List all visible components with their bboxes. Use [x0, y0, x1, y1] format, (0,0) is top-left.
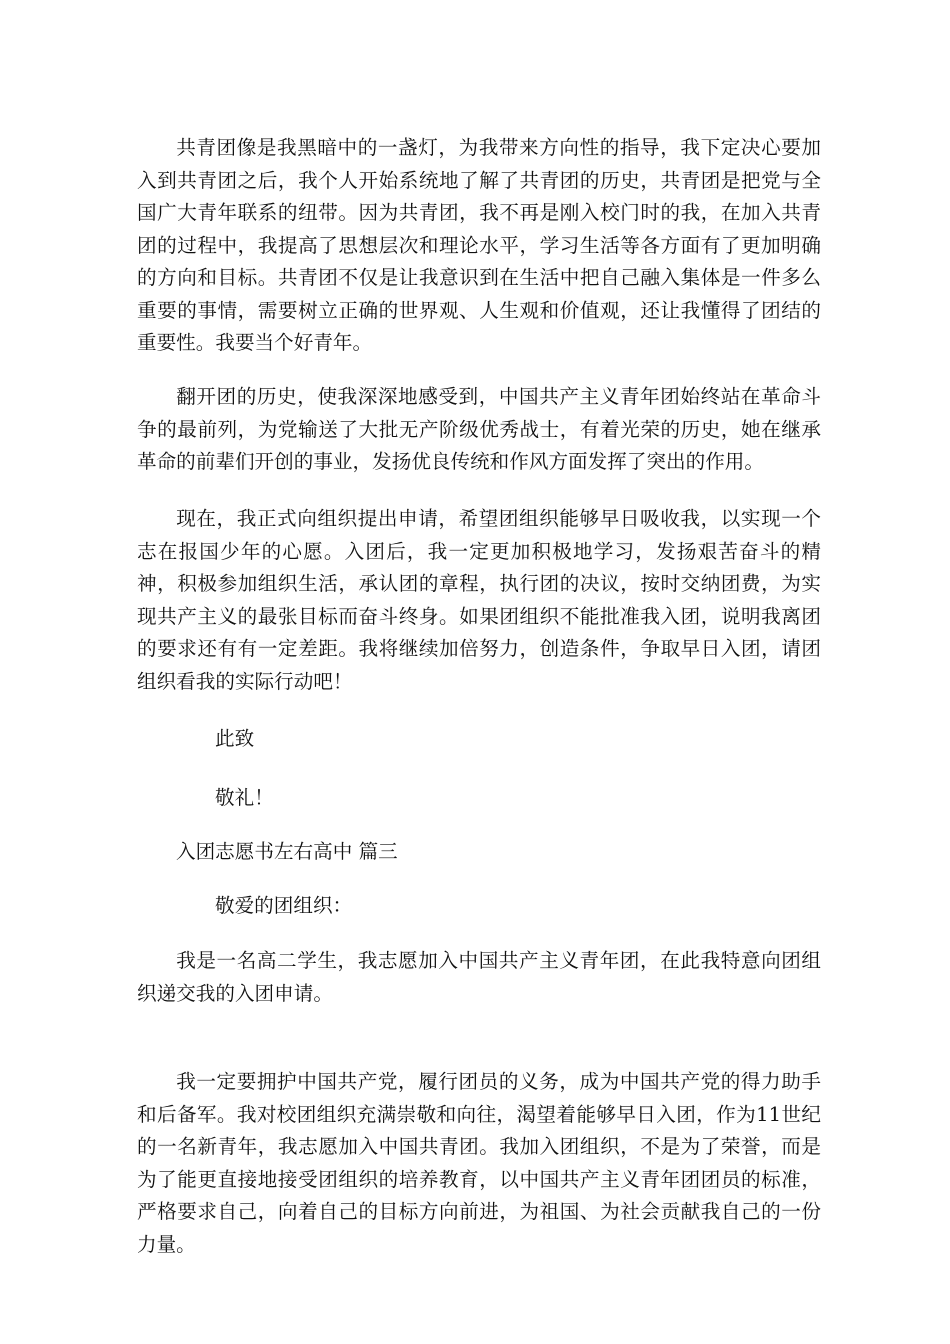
- closing-salutation: 此致: [215, 727, 255, 750]
- body-paragraph: 共青团像是我黑暗中的一盏灯，为我带来方向性的指导，我下定决心要加入到共青团之后，我个人开始系统地了解了共青团的历史，共青团是把党与全国广大青年联系的纽带。因为共青团，我不再是刚入校门时的我，在加入共青团的过程中，我提高了思想层次和理论水平，学习生活等各方面有了更加明确的方向和目标。共青团不仅是让我意识到在生活中把自己融入集体是一件多么重要的事情，需要树立正确的世界观、人生观和价值观，还让我懂得了团结的重要性。我要当个好青年。: [137, 136, 821, 354]
- body-paragraph: 我一定要拥护中国共产党，履行团员的义务，成为中国共产党的得力助手和后备军。我对校团组织充满崇敬和向往，渴望着能够早日入团，作为11世纪的一名新青年，我志愿加入中国共青团。我加入团组织，不是为了荣誉，而是为了能更直接地接受团组织的培养教育，以中国共产主义青年团团员的标准，严格要求自己，向着自己的目标方向前进，为祖国、为社会贡献我自己的一份力量。: [137, 1070, 821, 1256]
- closing-regards: 敬礼！: [215, 786, 274, 809]
- body-paragraph: 我是一名高二学生，我志愿加入中国共产主义青年团，在此我特意向团组织递交我的入团申请。: [137, 949, 821, 1005]
- body-paragraph: 现在，我正式向组织提出申请，希望团组织能够早日吸收我，以实现一个志在报国少年的心愿。入团后，我一定更加积极地学习，发扬艰苦奋斗的精神，积极参加组织生活，承认团的章程，执行团的决议，按时交纳团费，为实现共产主义的最张目标而奋斗终身。如果团组织不能批准我入团，说明我离团的要求还有有一定差距。我将继续加倍努力，创造条件，争取早日入团，请团组织看我的实际行动吧！: [137, 507, 821, 693]
- letter-greeting: 敬爱的团组织：: [215, 894, 353, 917]
- body-paragraph: 翻开团的历史，使我深深地感受到，中国共产主义青年团始终站在革命斗争的最前列，为党输送了大批无产阶级优秀战士，有着光荣的历史，她在继承革命的前辈们开创的事业，发扬优良传统和作风方面发挥了突出的作用。: [137, 385, 821, 473]
- section-heading: 入团志愿书左右高中 篇三: [176, 840, 398, 863]
